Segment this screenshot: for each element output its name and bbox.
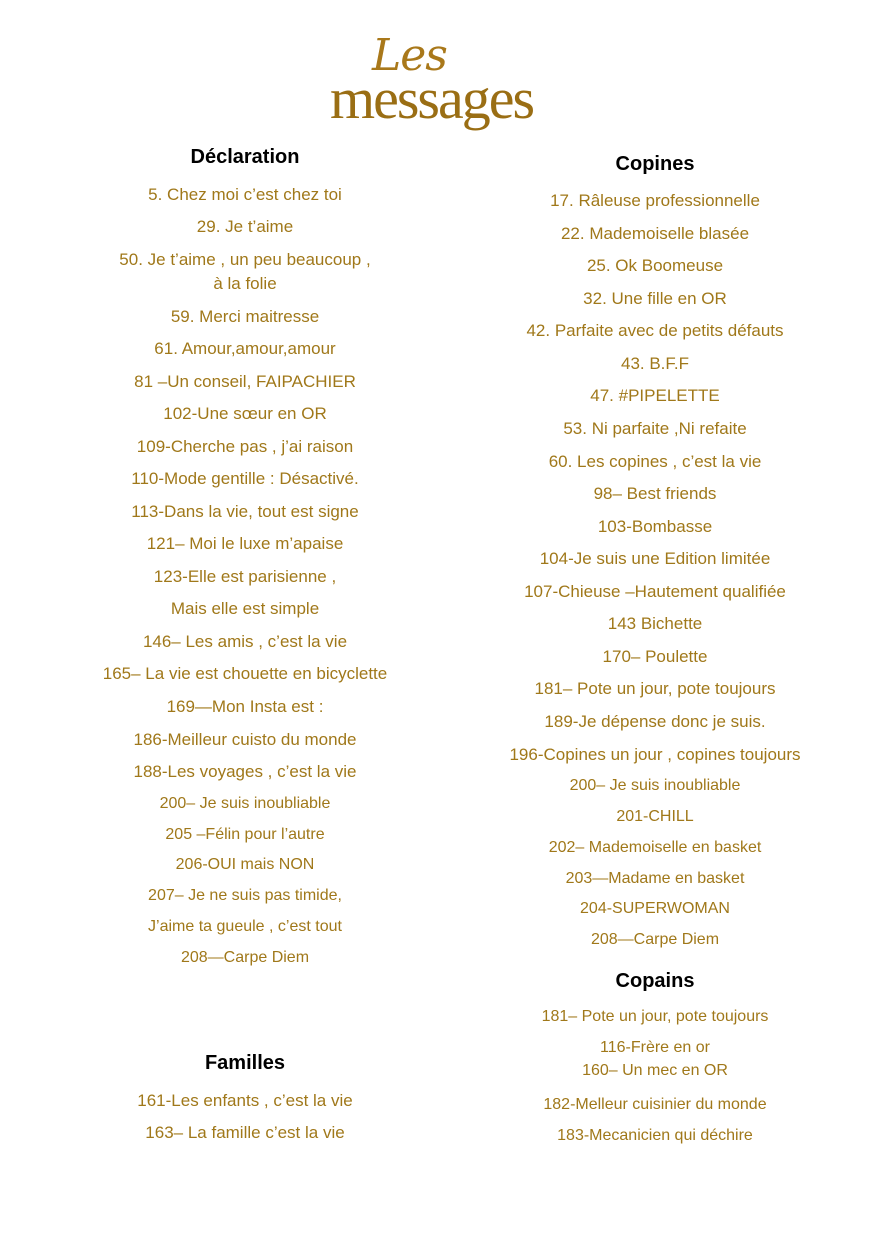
list-item: 181– Pote un jour, pote toujours	[534, 679, 776, 698]
list-item: 116-Frère en or	[600, 1039, 710, 1056]
list-item: 29. Je t’aime	[196, 217, 294, 236]
list-item: 123-Elle est parisienne ,	[153, 567, 337, 586]
list-item: 208—Carpe Diem	[590, 931, 720, 948]
list-item: 181– Pote un jour, pote toujours	[541, 1008, 769, 1025]
list-item: 206-OUI mais NON	[175, 856, 315, 873]
list-item: 53. Ni parfaite ,Ni refaite	[563, 419, 747, 438]
section-title-copains: Copains	[615, 970, 695, 992]
list-item: 182-Melleur cuisinier du monde	[543, 1096, 767, 1113]
list-item: 50. Je t’aime , un peu beaucoup ,	[119, 250, 371, 269]
list-item: 204-SUPERWOMAN	[580, 900, 730, 917]
list-item: 146– Les amis , c’est la vie	[142, 632, 348, 651]
list-item: J’aime ta gueule , c’est tout	[148, 918, 342, 935]
list-item: 170– Poulette	[602, 647, 708, 666]
list-item: 60. Les copines , c’est la vie	[548, 452, 762, 471]
logo-line-les: Les	[372, 30, 447, 81]
logo-line-messages: messages	[330, 66, 534, 131]
list-item: Mais elle est simple	[170, 599, 320, 618]
section-title-declaration: Déclaration	[190, 146, 300, 168]
list-item: 17. Râleuse professionnelle	[550, 191, 760, 210]
list-item: 207– Je ne suis pas timide,	[148, 887, 342, 904]
list-item: 201-CHILL	[616, 808, 694, 825]
list-item: 163– La famille c’est la vie	[145, 1123, 345, 1142]
list-item: 189-Je dépense donc je suis.	[544, 712, 766, 731]
list-item: 32. Une fille en OR	[583, 289, 727, 308]
list-item: 169—Mon Insta est :	[166, 697, 324, 716]
list-item: 22. Mademoiselle blasée	[560, 224, 750, 243]
list-item: 81 –Un conseil, FAIPACHIER	[134, 372, 356, 391]
list-item: 104-Je suis une Edition limitée	[539, 549, 771, 568]
list-item: 205 –Félin pour l’autre	[165, 826, 325, 843]
section-title-copines: Copines	[615, 153, 695, 175]
list-item: 121– Moi le luxe m’apaise	[146, 534, 344, 553]
list-item: 61. Amour,amour,amour	[154, 339, 336, 358]
list-item: 113-Dans la vie, tout est signe	[131, 502, 359, 521]
list-item: 59. Merci maitresse	[170, 307, 320, 326]
list-item: 98– Best friends	[593, 484, 717, 503]
list-item: 103-Bombasse	[597, 517, 713, 536]
list-item: 200– Je suis inoubliable	[159, 795, 331, 812]
list-item: 183-Mecanicien qui déchire	[557, 1127, 753, 1144]
list-item: à la folie	[213, 274, 277, 293]
list-item: 202– Mademoiselle en basket	[548, 839, 762, 856]
brand-logo	[330, 30, 550, 134]
list-item: 161-Les enfants , c’est la vie	[137, 1091, 353, 1110]
list-item: 160– Un mec en OR	[582, 1062, 728, 1079]
list-item: 188-Les voyages , c’est la vie	[133, 762, 357, 781]
list-item: 47. #PIPELETTE	[590, 386, 720, 405]
list-item: 143 Bichette	[607, 614, 703, 633]
list-item: 42. Parfaite avec de petits défauts	[526, 321, 784, 340]
list-item: 186-Meilleur cuisto du monde	[133, 730, 357, 749]
list-item: 102-Une sœur en OR	[163, 404, 327, 423]
list-item: 203—Madame en basket	[565, 870, 745, 887]
list-item: 110-Mode gentille : Désactivé.	[131, 469, 359, 488]
list-item: 196-Copines un jour , copines toujours	[509, 745, 801, 764]
list-item: 107-Chieuse –Hautement qualifiée	[524, 582, 786, 601]
list-item: 109-Cherche pas , j’ai raison	[136, 437, 354, 456]
list-item: 200– Je suis inoubliable	[569, 777, 741, 794]
list-item: 43. B.F.F	[620, 354, 690, 373]
list-item: 5. Chez moi c’est chez toi	[148, 185, 342, 204]
list-item: 25. Ok Boomeuse	[586, 256, 724, 275]
section-title-familles: Familles	[204, 1052, 286, 1074]
list-item: 208—Carpe Diem	[180, 949, 310, 966]
list-item: 165– La vie est chouette en bicyclette	[102, 664, 388, 683]
